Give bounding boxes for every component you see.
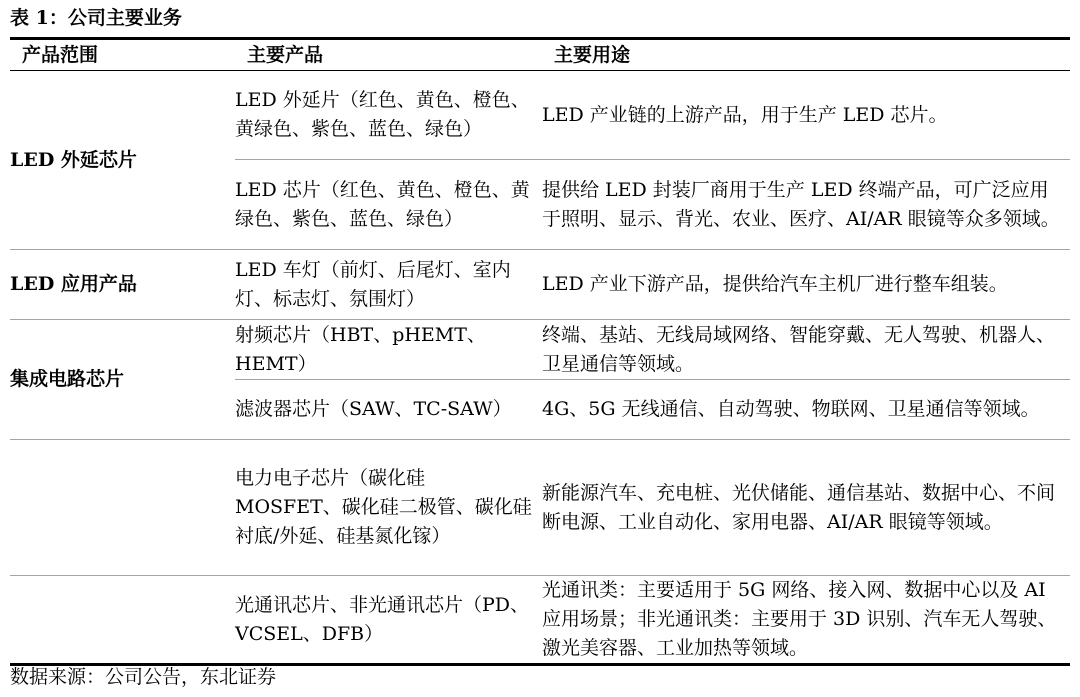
use-cell: 4G、5G 无线通信、自动驾驶、物联网、卫星通信等领域。 bbox=[542, 398, 1040, 420]
header-range: 产品范围 bbox=[22, 44, 99, 66]
table-caption: 表 1：公司主要业务 bbox=[10, 7, 182, 29]
business-table bbox=[10, 37, 1070, 666]
table-header-row bbox=[10, 39, 1070, 71]
table-row bbox=[10, 440, 1070, 576]
range-cell: LED 外延芯片 bbox=[10, 148, 137, 171]
product-cell: 滤波器芯片（SAW、TC-SAW） bbox=[235, 398, 512, 420]
source-note: 数据来源：公司公告，东北证券 bbox=[10, 666, 277, 688]
use-cell: 终端、基站、无线局域网络、智能穿戴、无人驾驶、机器人、卫星通信等领域。 bbox=[542, 323, 1056, 375]
product-cell: LED 车灯（前灯、后尾灯、室内灯、标志灯、氛围灯） bbox=[235, 258, 511, 310]
use-cell: 提供给 LED 封装厂商用于生产 LED 终端产品，可广泛应用于照明、显示、背光、农业、医疗、AI/AR 眼镜等众多领域。 bbox=[542, 178, 1060, 230]
use-cell: 光通讯类：主要适用于 5G 网络、接入网、数据中心以及 AI 应用场景；非光通讯类：主要用于 3D 识别、汽车无人驾驶、激光美容器、工业加热等领域。 bbox=[542, 579, 1057, 659]
table-row bbox=[10, 320, 1070, 380]
product-cell: 光通讯芯片、非光通讯芯片（PD、VCSEL、DFB） bbox=[235, 593, 530, 645]
range-cell bbox=[10, 576, 235, 665]
use-cell: LED 产业下游产品，提供给汽车主机厂进行整车组装。 bbox=[542, 273, 1008, 295]
use-cell: LED 产业链的上游产品，用于生产 LED 芯片。 bbox=[542, 103, 948, 126]
range-cell: LED 应用产品 bbox=[10, 273, 137, 295]
table-row bbox=[10, 576, 1070, 665]
table-row bbox=[10, 71, 1070, 160]
table-row bbox=[10, 250, 1070, 320]
use-cell: 新能源汽车、充电桩、光伏储能、通信基站、数据中心、不间断电源、工业自动化、家用电器、AI/AR 眼镜等领域。 bbox=[542, 481, 1056, 533]
product-cell: LED 外延片（红色、黄色、橙色、黄绿色、紫色、蓝色、绿色） bbox=[235, 89, 530, 140]
product-cell: 射频芯片（HBT、pHEMT、HEMT） bbox=[235, 323, 486, 375]
header-product: 主要产品 bbox=[247, 44, 324, 66]
range-cell bbox=[10, 440, 235, 576]
range-cell: 集成电路芯片 bbox=[10, 368, 125, 390]
product-cell: LED 芯片（红色、黄色、橙色、黄绿色、紫色、蓝色、绿色） bbox=[235, 178, 530, 230]
product-cell: 电力电子芯片（碳化硅 MOSFET、碳化硅二极管、碳化硅衬底/外延、硅基氮化镓） bbox=[235, 467, 532, 547]
header-use: 主要用途 bbox=[554, 44, 631, 66]
